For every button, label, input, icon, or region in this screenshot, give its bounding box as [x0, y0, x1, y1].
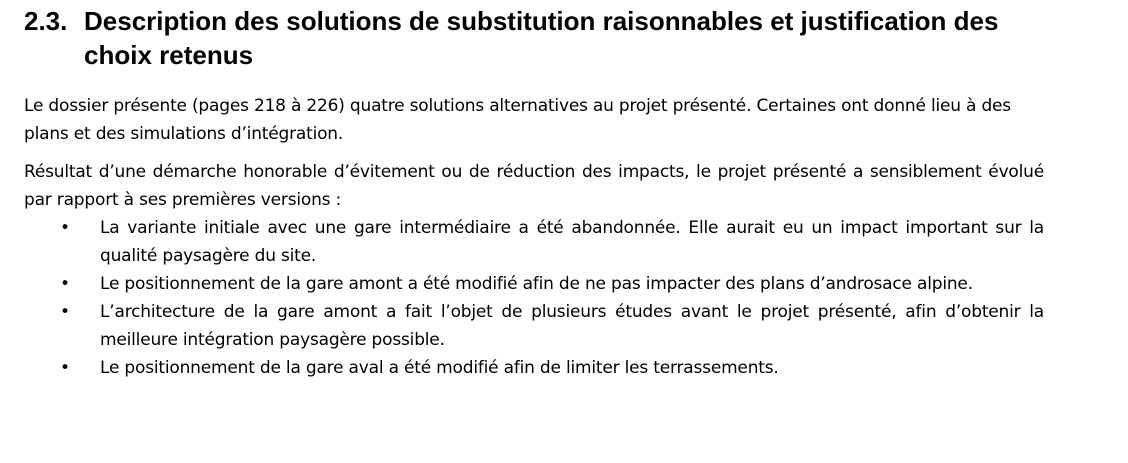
- section-heading: [24, 4, 1044, 72]
- list-item-text: Le positionnement de la gare amont a été modifié afin de ne pas impacter des plans d’androsace alpine.: [100, 274, 973, 294]
- paragraph-evolution-intro: Résultat d’une démarche honorable d’évitement ou de réduction des impacts, le projet présenté a sensiblement évolué par rapport à ses premières versions :: [24, 162, 1044, 210]
- list-item-text: La variante initiale avec une gare intermédiaire a été abandonnée. Elle aurait eu un impact important sur la qualité paysagère du site.: [100, 218, 1044, 266]
- list-item: [24, 298, 1044, 354]
- bullet-list: [24, 214, 1044, 382]
- list-item: [24, 354, 1044, 382]
- section-number: 2.3.: [24, 6, 68, 36]
- bullet-icon: •: [60, 302, 70, 322]
- list-item: [24, 270, 1044, 298]
- paragraph-evolution: [24, 158, 1044, 382]
- list-item-text: L’architecture de la gare amont a fait l’objet de plusieurs études avant le projet présenté, afin d’obtenir la meilleure intégration paysagère possible.: [100, 302, 1044, 350]
- list-item: [24, 214, 1044, 270]
- section-title: Description des solutions de substitution raisonnables et justification des choix retenus: [84, 6, 999, 70]
- document-page: [24, 4, 1044, 382]
- bullet-icon: •: [60, 358, 70, 378]
- bullet-icon: •: [60, 218, 70, 238]
- list-item-text: Le positionnement de la gare aval a été modifié afin de limiter les terrassements.: [100, 358, 779, 378]
- paragraph-alternatives: Le dossier présente (pages 218 à 226) quatre solutions alternatives au projet présenté. Certaines ont donné lieu à des plans et des simulations d’intégration.: [24, 96, 1011, 144]
- bullet-icon: •: [60, 274, 70, 294]
